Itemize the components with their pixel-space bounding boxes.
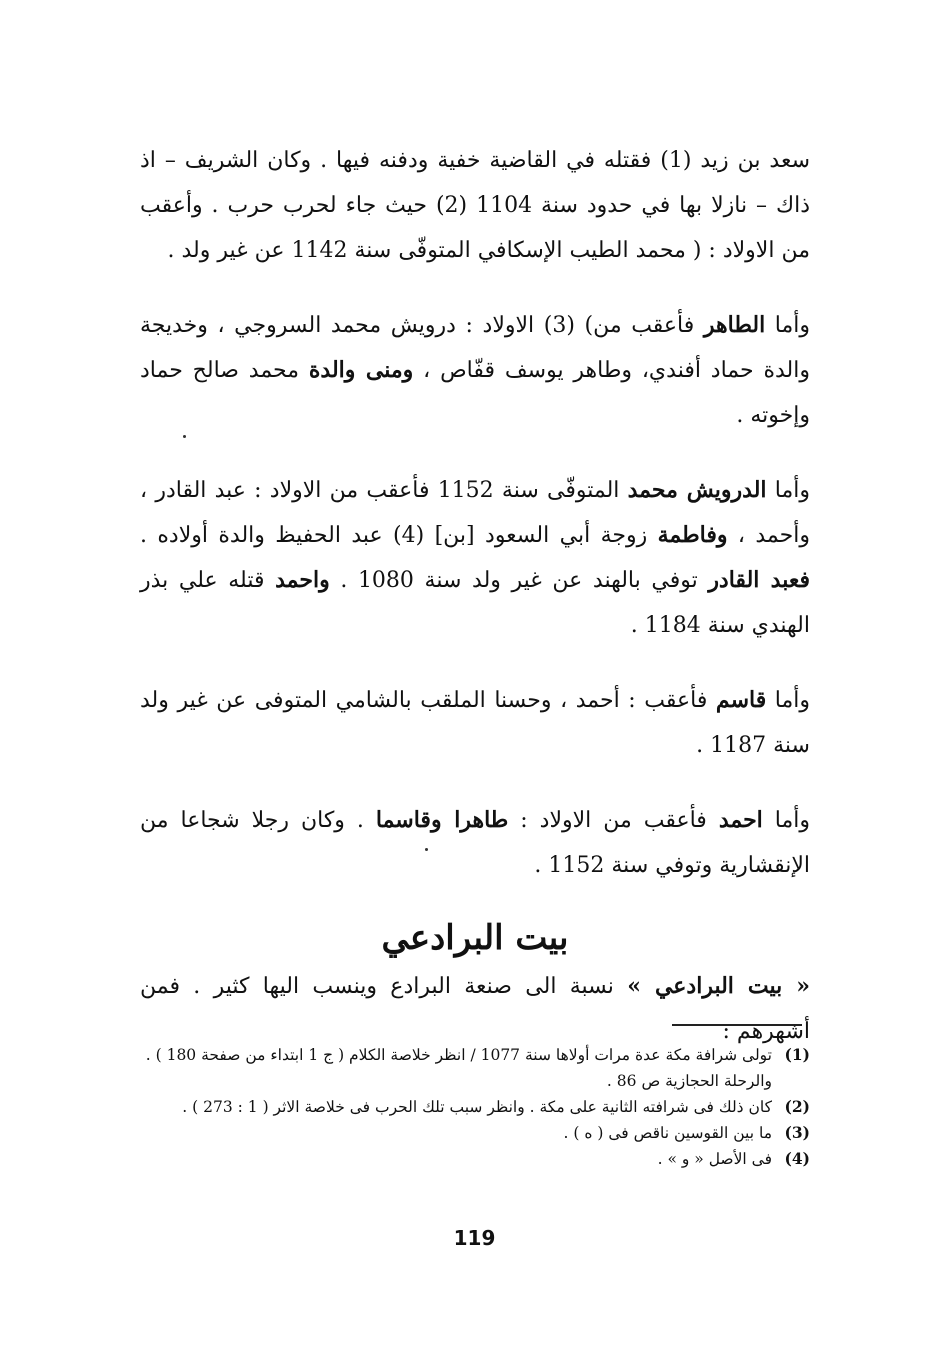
text-run: فأعقب من) (3) الاولاد : درويش محمد السروجي ، وخديجة والدة حماد أفندي، وطاهر يوسف قفّاص ،: [140, 313, 810, 383]
bold-name: قاسم: [715, 687, 767, 713]
footnote-text: فى الأصل « و » .: [657, 1150, 772, 1168]
footnote-text: كان ذلك فى شرافته الثانية على مكة . وانظر سبب تلك الحرب فى خلاصة الاثر ( 1 : 273 ) .: [182, 1098, 772, 1116]
text-run: سعد بن زيد (1) فقتله في القاضية خفية ودفنه فيها . وكان الشريف – اذ ذاك – نازلا بها في حدود سنة 1104 (2) حيث جاء لحرب حرب . وأعقب من الاولاد : ( محمد الطيب الإسكافي المتوفّى سنة 1142 عن غير ولد .: [140, 148, 811, 263]
footnote-number: (2): [784, 1097, 810, 1116]
bold-name: الطاهر: [703, 312, 766, 338]
footnote: [140, 1042, 810, 1094]
bold-name: واحمد: [275, 567, 330, 593]
scan-speck: [183, 435, 186, 438]
scan-speck: [425, 848, 428, 851]
footnote: [140, 1120, 810, 1146]
text-run: وأما: [766, 478, 810, 503]
footnote-divider: [672, 1024, 802, 1026]
bold-name: ومنى والدة: [308, 357, 414, 383]
text-run: فأعقب : أحمد ، وحسنا الملقب بالشامي المتوفى عن غير ولد سنة 1187 .: [140, 688, 810, 758]
paragraph: [140, 303, 810, 438]
intro-paragraph: [140, 964, 810, 1054]
paragraph: [140, 678, 810, 768]
text-run: وأما: [762, 808, 810, 833]
main-text: [140, 138, 810, 1084]
text-run: محمد صالح حماد وإخوته .: [140, 358, 810, 428]
footnote-text: ما بين القوسين ناقص فى ( ه ) .: [563, 1124, 772, 1142]
bold-name: وفاطمة: [657, 522, 728, 548]
text-run: المتوفّى سنة 1152 فأعقب من الاولاد : عبد القادر ، وأحمد ،: [140, 478, 810, 548]
text-run: قتله علي بذر الهندي سنة 1184 .: [140, 568, 810, 638]
text-run: نسبة الى صنعة البرادع وينسب اليها كثير . فمن أشهرهم :: [140, 974, 810, 1044]
footnote-number: (1): [784, 1045, 810, 1064]
text-run: توفي بالهند عن غير ولد سنة 1080 .: [329, 568, 709, 593]
text-run: وأما: [766, 688, 811, 713]
paragraph: [140, 138, 810, 273]
bold-name: الدرويش محمد: [627, 477, 767, 503]
bold-name: طاهرا وقاسما: [375, 807, 509, 833]
page-number: 119: [453, 1226, 496, 1250]
text-run: . وكان رجلا شجاعا من الإنقشارية وتوفي سنة 1152 .: [140, 808, 810, 878]
text-run: فأعقب من الاولاد :: [508, 808, 719, 833]
text-run: وأما: [765, 313, 810, 338]
paragraph: [140, 798, 810, 888]
footnote-number: (3): [784, 1123, 810, 1142]
bold-name: فعبد القادر: [708, 567, 810, 593]
footnote: [140, 1094, 810, 1120]
bold-name: احمد: [718, 807, 763, 833]
footnote: [140, 1146, 810, 1172]
footnote-number: (4): [784, 1149, 810, 1168]
footnotes: [140, 1042, 810, 1172]
text-run: زوجة أبي السعود [بن] (4) عبد الحفيظ والدة أولاده .: [140, 523, 658, 548]
paragraph: [140, 468, 810, 648]
footnote-text: تولى شرافة مكة عدة مرات أولاها سنة 1077 / انظر خلاصة الكلام ( ج 1 ابتداء من صفحة 180 ) . والرحلة الحجازية ص 86 .: [145, 1046, 772, 1090]
section-heading: بيت البرادعي: [381, 918, 569, 958]
bold-name: « بيت البرادعي »: [627, 973, 810, 999]
